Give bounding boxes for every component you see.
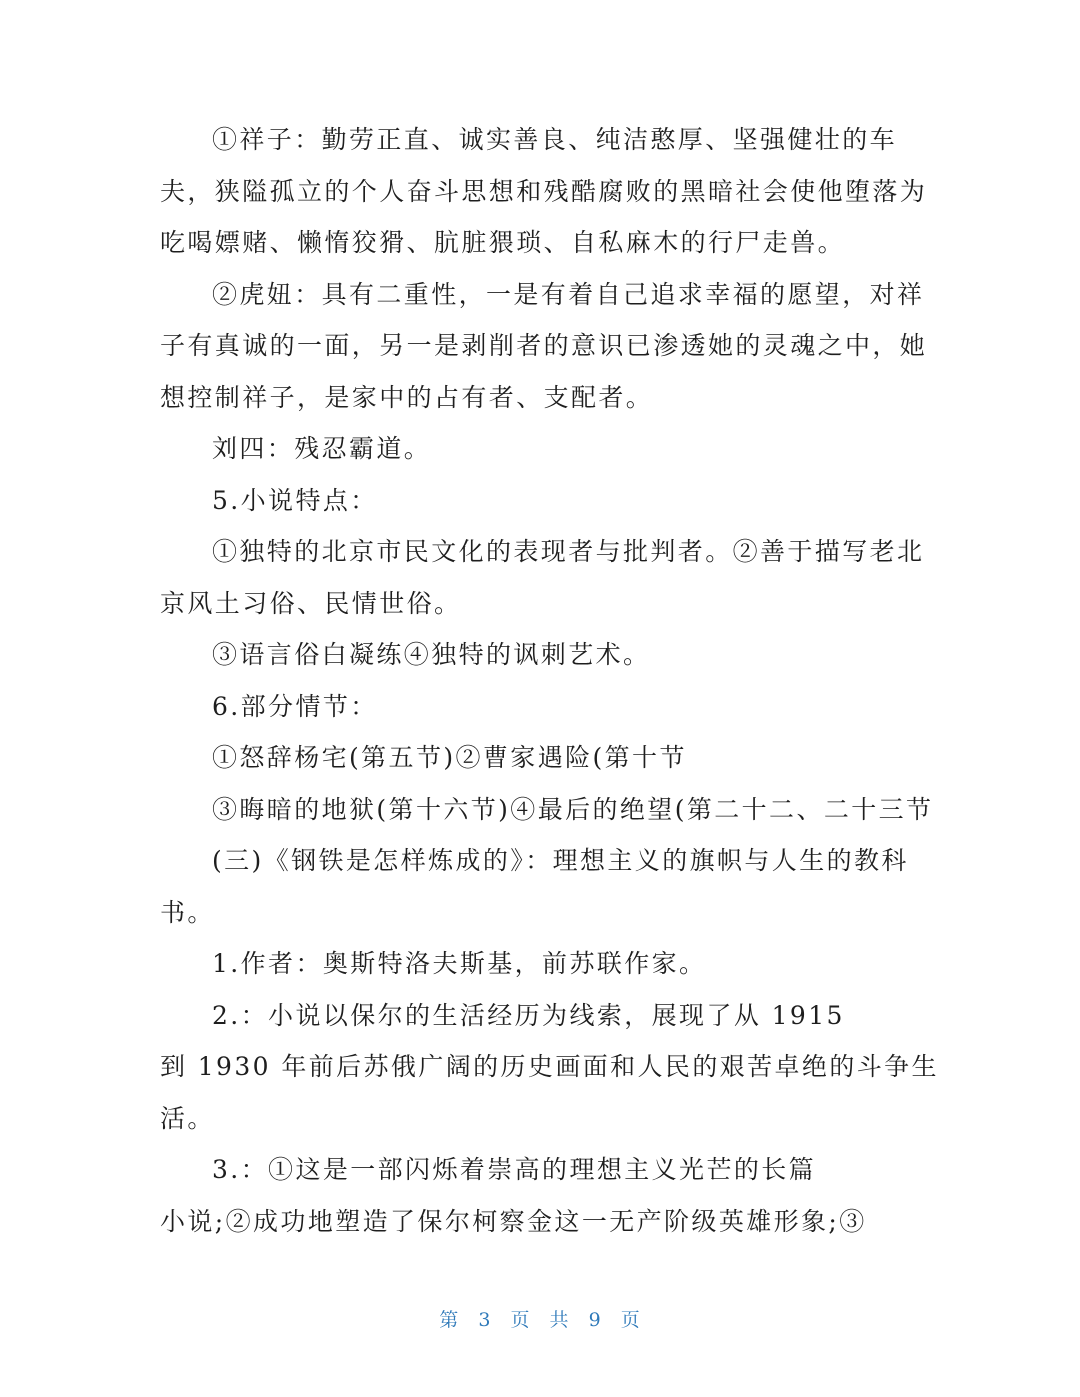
paragraph-line: ③晦暗的地狱(第十六节)④最后的绝望(第二十二、二十三节: [212, 794, 934, 824]
paragraph-line: 活。: [160, 1103, 215, 1133]
current-page-number: 3: [478, 1309, 492, 1331]
paragraph-line: 刘四：残忍霸道。: [212, 434, 432, 463]
paragraph-line: 到 1930 年前后苏俄广阔的历史画面和人民的艰苦卓绝的斗争生: [160, 1052, 939, 1081]
paragraph-line: 想控制祥子，是家中的占有者、支配者。: [160, 382, 654, 412]
paragraph-line: 京风土习俗、民情世俗。: [160, 588, 462, 618]
paragraph-line: ①独特的北京市民文化的表现者与批判者。②善于描写老北: [212, 537, 925, 566]
paragraph-line: ①祥子：勤劳正直、诚实善良、纯洁憨厚、坚强健壮的车: [212, 125, 898, 154]
section-heading: (三)《钢铁是怎样炼成的》：理想主义的旗帜与人生的教科: [212, 846, 909, 875]
paragraph-line: 吃喝嫖赌、懒惰狡猾、肮脏猥琐、自私麻木的行尸走兽。: [160, 228, 846, 257]
paragraph-line: 1.作者：奥斯特洛夫斯基，前苏联作家。: [212, 949, 707, 978]
page-body: [160, 114, 939, 1247]
footer-word-di: 第: [439, 1309, 460, 1331]
paragraph-line: 子有真诚的一面，另一是剥削者的意识已渗透她的灵魂之中，她: [160, 331, 928, 360]
paragraph-line: ②虎妞：具有二重性，一是有着自己追求幸福的愿望，对祥: [212, 279, 925, 309]
page-footer: [0, 1305, 1080, 1332]
paragraph-line: 2.：小说以保尔的生活经历为线索，展现了从 1915: [212, 1000, 845, 1030]
section-heading-continuation: 书。: [160, 897, 215, 927]
paragraph-line: 小说;②成功地塑造了保尔柯察金这一无产阶级英雄形象;③: [160, 1206, 867, 1236]
footer-word-ye-end: 页: [620, 1309, 641, 1331]
paragraph-line: 夫，狭隘孤立的个人奋斗思想和残酷腐败的黑暗社会使他堕落为: [160, 176, 928, 206]
section-heading: 5.小说特点：: [212, 485, 378, 515]
section-heading: 6.部分情节：: [212, 691, 378, 721]
paragraph-line: ③语言俗白凝练④独特的讽刺艺术。: [212, 640, 651, 669]
paragraph-line: 3.：①这是一部闪烁着崇高的理想主义光芒的长篇: [212, 1155, 817, 1184]
footer-word-gong: 共: [549, 1309, 570, 1331]
footer-word-ye: 页: [510, 1309, 531, 1331]
paragraph-line: ①怒辞杨宅(第五节)②曹家遇险(第十节: [212, 743, 687, 772]
total-pages-number: 9: [588, 1309, 602, 1331]
